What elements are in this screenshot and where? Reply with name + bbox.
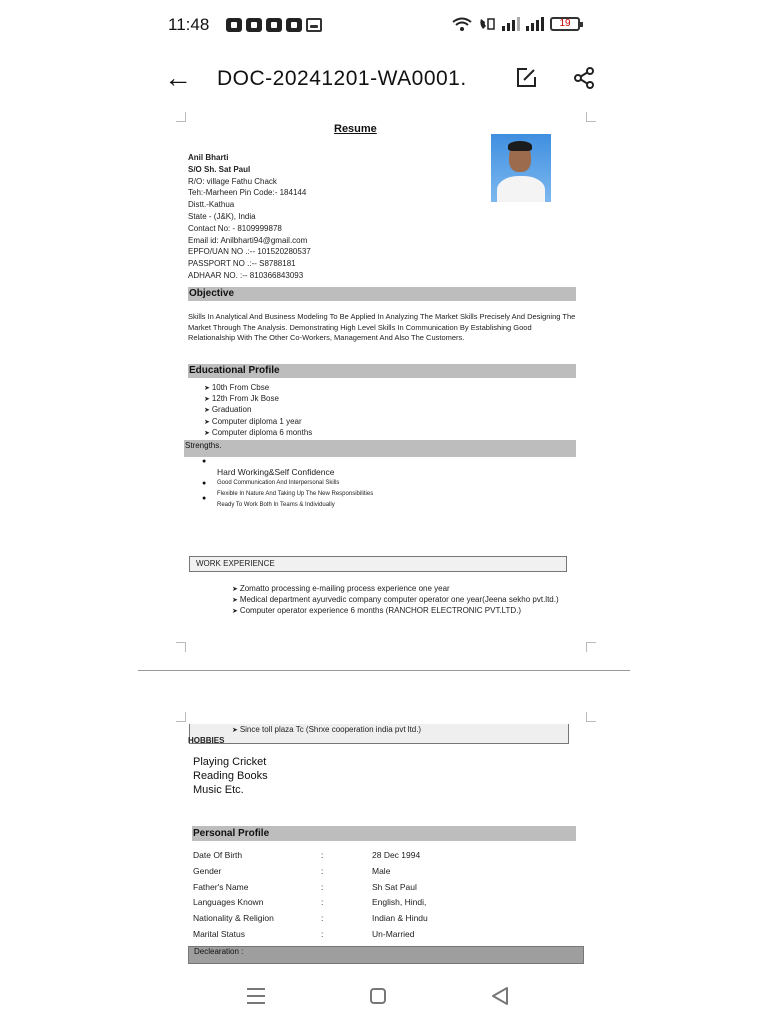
contact-line: Email id: Anilbharti94@gmail.com xyxy=(188,235,308,245)
row-value: Un-Married xyxy=(372,928,415,939)
contact-line: State - (J&K), India xyxy=(188,211,256,221)
table-row xyxy=(193,929,573,945)
row-label: Date Of Birth xyxy=(193,850,243,860)
battery-level: 19 xyxy=(559,18,571,29)
notification-app-icon xyxy=(286,18,302,32)
section-heading-objective: Objective xyxy=(188,287,576,301)
status-time: 11:48 xyxy=(168,15,210,34)
table-row xyxy=(193,866,573,882)
signal-icon xyxy=(502,17,520,31)
row-label: Gender xyxy=(193,865,222,876)
objective-text: Skills In Analytical And Business Modeling To Be Applied In Analyzing The Market Skills Precisely And Designing The Market Through The Analysis. Demonstrating High Level Skills In Communication By Establishing Good Relationalship With The Other Co-Workers, Management And Also The Customers. xyxy=(188,312,576,342)
notification-icons xyxy=(226,18,322,32)
app-bar xyxy=(0,52,768,110)
notification-app-icon xyxy=(226,18,242,32)
row-value: Indian & Hindu xyxy=(372,913,428,924)
row-separator: : xyxy=(321,928,324,939)
list-item: Playing Cricket xyxy=(193,756,267,768)
row-separator: : xyxy=(321,913,324,924)
table-row xyxy=(193,882,573,898)
row-separator: : xyxy=(321,850,324,860)
page-corner-mark xyxy=(176,712,186,722)
system-icons xyxy=(452,17,580,31)
contact-line: S/O Sh. Sat Paul xyxy=(188,164,251,174)
row-label: Languages Known xyxy=(193,897,264,908)
page-corner-mark xyxy=(586,712,596,722)
bullet-icon: ● xyxy=(202,495,207,502)
row-separator: : xyxy=(321,881,324,892)
share-icon[interactable] xyxy=(572,66,596,90)
page-corner-mark xyxy=(586,112,596,122)
document-title: DOC-20241201-WA0001. xyxy=(217,67,467,90)
home-icon[interactable] xyxy=(370,988,386,1004)
list-item: ➤ Graduation xyxy=(204,405,312,416)
list-item: Hard Working&Self Confidence xyxy=(217,467,335,477)
list-item: ➤ Zomatto processing e-mailing process experience one year xyxy=(232,584,577,595)
personal-profile-table xyxy=(193,850,573,945)
bullet-icon: ● xyxy=(202,480,207,487)
section-heading-declaration: Declearation : xyxy=(188,946,584,964)
list-item: ➤ Computer diploma 6 months xyxy=(204,428,312,439)
bullet-icon: ● xyxy=(202,458,207,465)
arrow-left-icon[interactable]: ← xyxy=(164,62,192,93)
battery-icon xyxy=(550,17,580,31)
row-label: Father's Name xyxy=(193,881,249,892)
table-row xyxy=(193,913,573,929)
list-item: ➤ Computer diploma 1 year xyxy=(204,417,312,428)
table-row xyxy=(193,850,573,866)
row-value: 28 Dec 1994 xyxy=(372,850,421,860)
table-row xyxy=(193,897,573,913)
gallery-icon xyxy=(306,18,322,32)
contact-line: PASSPORT NO .:-- S8788181 xyxy=(188,259,296,269)
contact-line: R/O: village Fathu Chack xyxy=(188,176,277,186)
list-item: ➤ 10th From Cbse xyxy=(204,383,312,394)
contact-line: Teh:-Marheen Pin Code:- 184144 xyxy=(188,188,307,198)
list-item: Music Etc. xyxy=(193,784,244,797)
signal-icon xyxy=(526,17,544,31)
list-item: Reading Books xyxy=(193,770,268,783)
notification-app-icon xyxy=(246,18,262,32)
education-list xyxy=(204,383,312,439)
contact-line: Distt.-Kathua xyxy=(188,200,235,210)
back-triangle-icon[interactable] xyxy=(491,986,509,1006)
contact-line: ADHAAR NO. :-- 810366843093 xyxy=(188,270,304,280)
section-heading-education: Educational Profile xyxy=(188,364,576,378)
hobbies-list xyxy=(193,755,268,798)
strengths-list xyxy=(217,461,373,511)
row-label: Nationality & Religion xyxy=(193,913,274,924)
section-heading-strengths: Strengths. xyxy=(184,440,576,457)
list-item: ➤ Medical department ayurvedic company computer operator one year(Jeena sekho pvt.ltd.) xyxy=(232,595,577,606)
menu-icon[interactable] xyxy=(247,988,265,1004)
list-item: ➤ Computer operator experience 6 months (RANCHOR ELECTRONIC PVT.LTD.) xyxy=(232,606,577,617)
row-value: English, Hindi, xyxy=(372,897,427,908)
profile-photo xyxy=(491,134,551,202)
notification-app-icon xyxy=(266,18,282,32)
document-page-1[interactable] xyxy=(176,112,596,652)
section-heading-work-experience: WORK EXPERIENCE xyxy=(189,556,567,572)
list-item: ➤ Since toll plaza Tc (Shrxe cooperation india pvt ltd.) xyxy=(232,725,421,734)
system-navigation-bar xyxy=(0,976,768,1024)
section-heading-personal-profile: Personal Profile xyxy=(192,826,576,841)
page-corner-mark xyxy=(176,112,186,122)
list-item: ➤ 12th From Jk Bose xyxy=(204,394,312,405)
row-separator: : xyxy=(321,897,324,908)
volte-icon xyxy=(478,17,496,31)
contact-line: Anil Bharti xyxy=(188,153,229,162)
page-corner-mark xyxy=(586,642,596,652)
contact-line: EPFO/UAN NO .:-- 101520280537 xyxy=(188,247,311,257)
section-heading-hobbies: HOBBIES xyxy=(188,736,225,745)
row-value: Sh Sat Paul xyxy=(372,881,417,892)
row-value: Male xyxy=(372,865,391,876)
list-item: Good Communication And Interpersonal Skills xyxy=(217,480,340,486)
edit-icon[interactable] xyxy=(515,67,537,89)
resume-heading: Resume xyxy=(334,123,377,135)
list-item: Flexible In Nature And Taking Up The New Responsibilities xyxy=(217,491,374,497)
document-page-2[interactable] xyxy=(176,712,596,972)
contact-line: Contact No: - 8109999878 xyxy=(188,223,282,233)
row-separator: : xyxy=(321,865,324,876)
wifi-icon xyxy=(452,17,472,31)
page-divider xyxy=(138,670,630,671)
page-corner-mark xyxy=(176,642,186,652)
list-item: Ready To Work Both In Teams & Individually xyxy=(217,502,335,508)
contact-details xyxy=(188,152,311,282)
status-bar xyxy=(0,0,768,52)
work-experience-list xyxy=(232,584,577,616)
row-label: Marital Status xyxy=(193,928,245,939)
